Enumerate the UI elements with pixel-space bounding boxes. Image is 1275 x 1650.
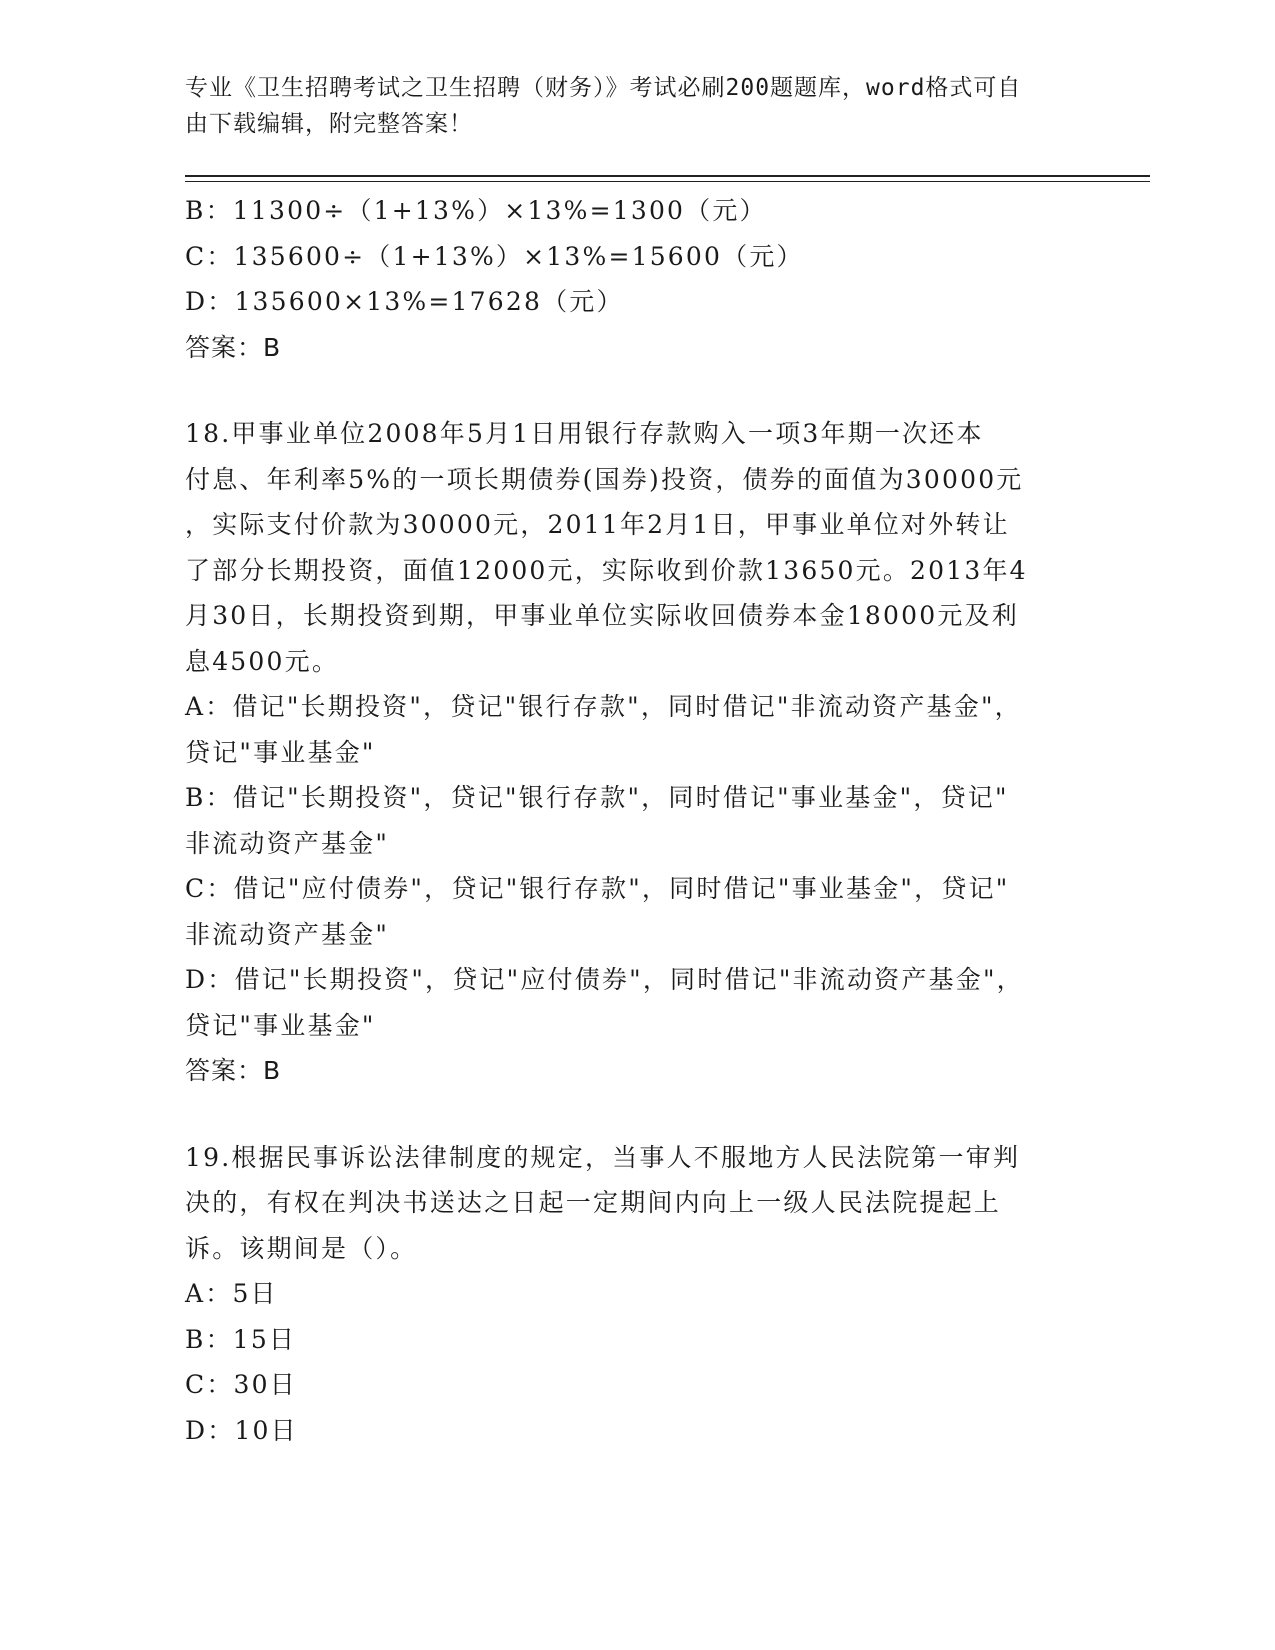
question-19 <box>185 1135 1075 1454</box>
question-stem-line: 19.根据民事诉讼法律制度的规定，当事人不服地方人民法院第一审判 <box>185 1142 1021 1172</box>
option-line: D：10日 <box>185 1415 298 1445</box>
question-stem-line: 诉。该期间是（）。 <box>185 1233 418 1263</box>
option-line: 非流动资产基金" <box>185 828 390 858</box>
option-line: C：135600÷（1+13%）×13%=15600（元） <box>185 241 804 271</box>
question-stem-line: 付息、年利率5%的一项长期债券(国券)投资，债券的面值为30000元 <box>185 464 1024 494</box>
header-line-1: 专业《卫生招聘考试之卫生招聘（财务）》考试必刷200题题库，word格式可自 <box>185 75 1022 101</box>
answer-line: 答案：B <box>185 1056 282 1085</box>
option-line: B：15日 <box>185 1324 297 1354</box>
option-line: 贷记"事业基金" <box>185 737 376 767</box>
option-line: 贷记"事业基金" <box>185 1010 376 1040</box>
option-line: B：借记"长期投资"，贷记"银行存款"，同时借记"事业基金"，贷记" <box>185 783 1009 812</box>
option-line: C：30日 <box>185 1370 297 1399</box>
answer-line: 答案：B <box>185 332 282 362</box>
option-line: A：借记"长期投资"，贷记"银行存款"，同时借记"非流动资产基金"， <box>185 692 1022 721</box>
question-stem-line: 18.甲事业单位2008年5月1日用银行存款购入一项3年期一次还本 <box>185 419 984 448</box>
header-divider-thick <box>185 175 1150 177</box>
question-stem-line: 决的，有权在判决书送达之日起一定期间内向上一级人民法院提起上 <box>185 1188 1002 1217</box>
question-stem-line: ，实际支付价款为30000元，2011年2月1日，甲事业单位对外转让 <box>185 510 1010 539</box>
spacer <box>185 370 1075 411</box>
option-line: D：135600×13%=17628（元） <box>185 287 624 316</box>
question-stem-line: 月30日，长期投资到期，甲事业单位实际收回债券本金18000元及利 <box>185 601 1019 630</box>
question-18 <box>185 411 1075 1094</box>
option-line: A：5日 <box>185 1279 278 1308</box>
header-line-2: 由下载编辑，附完整答案！ <box>185 111 473 137</box>
document-header <box>185 70 1065 142</box>
option-line: D：借记"长期投资"，贷记"应付债券"，同时借记"非流动资产基金"， <box>185 965 1024 994</box>
option-line: 非流动资产基金" <box>185 919 390 949</box>
question-stem-line: 息4500元。 <box>185 646 340 676</box>
header-divider-thin <box>185 181 1150 182</box>
spacer <box>185 1094 1075 1135</box>
question-stem-line: 了部分长期投资，面值12000元，实际收到价款13650元。2013年4 <box>185 555 1028 585</box>
document-body <box>185 188 1075 1453</box>
question-17-tail <box>185 188 1075 370</box>
option-line: B：11300÷（1+13%）×13%=1300（元） <box>185 196 767 225</box>
option-line: C：借记"应付债券"，贷记"银行存款"，同时借记"事业基金"，贷记" <box>185 874 1010 903</box>
